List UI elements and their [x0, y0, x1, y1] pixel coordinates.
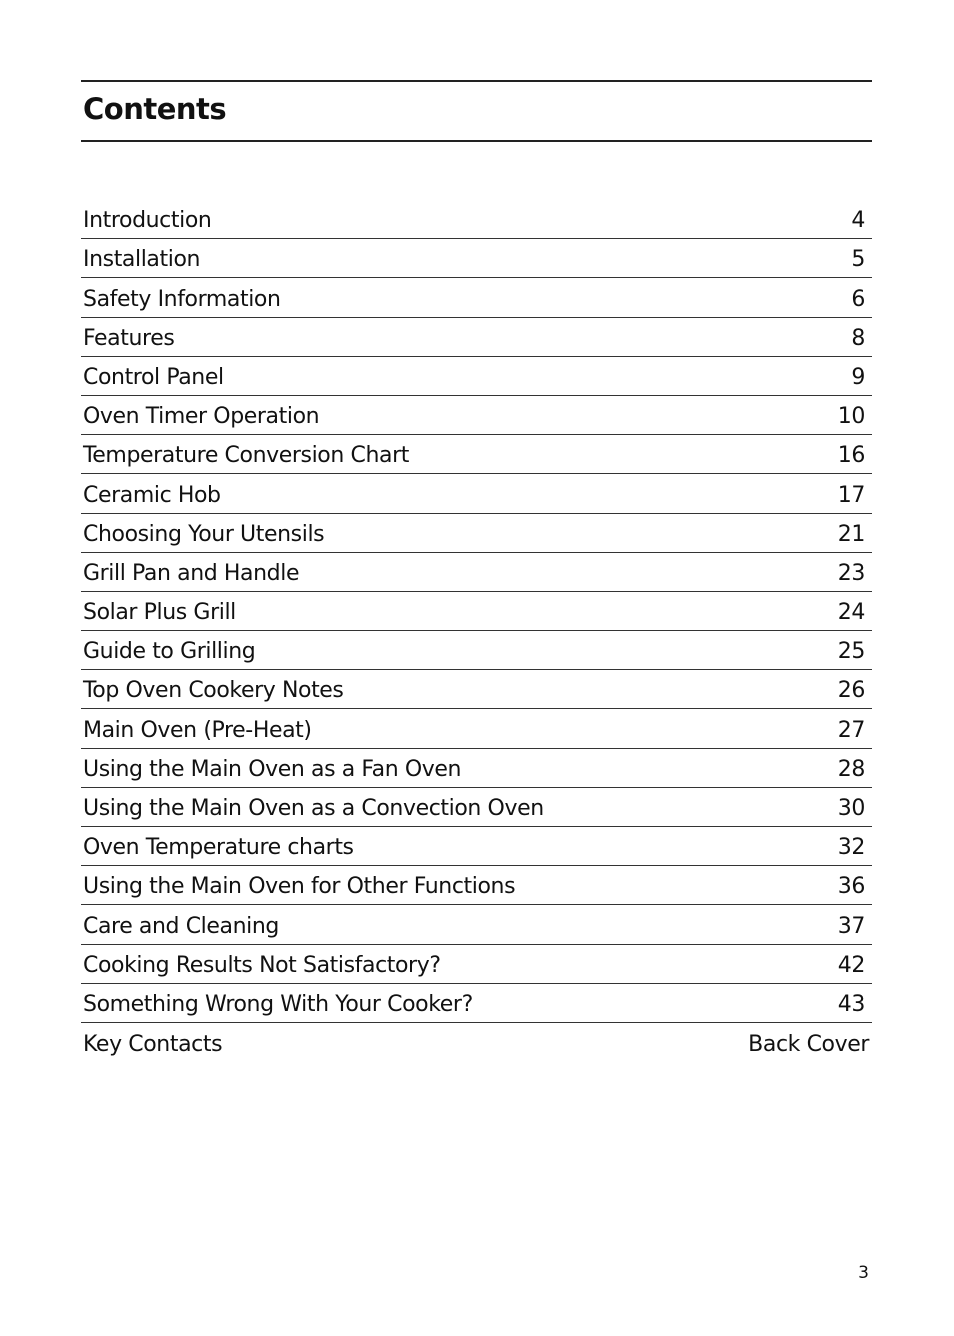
toc-entry-page: Back Cover — [748, 1032, 869, 1058]
table-of-contents — [81, 200, 872, 1062]
toc-entry-title: Installation — [83, 247, 201, 273]
toc-entry-page: 10 — [837, 404, 865, 430]
toc-entry-title: Using the Main Oven as a Fan Oven — [83, 756, 462, 782]
toc-entry[interactable] — [81, 788, 872, 827]
toc-entry-page: 26 — [837, 678, 865, 704]
toc-entry-page: 21 — [837, 521, 865, 547]
toc-entry-title: Using the Main Oven for Other Functions — [83, 874, 516, 900]
toc-entry[interactable] — [81, 514, 872, 553]
toc-entry-title: Main Oven (Pre-Heat) — [83, 717, 312, 743]
toc-entry-title: Features — [83, 325, 175, 351]
toc-entry[interactable] — [81, 435, 872, 474]
toc-entry-page: 28 — [837, 756, 865, 782]
toc-entry-title: Solar Plus Grill — [83, 600, 236, 626]
toc-entry-title: Cooking Results Not Satisfactory? — [83, 952, 441, 978]
toc-entry-page: 16 — [837, 443, 865, 469]
toc-entry[interactable] — [81, 866, 872, 905]
toc-entry-title: Key Contacts — [83, 1032, 223, 1058]
toc-entry-title: Care and Cleaning — [83, 913, 279, 939]
toc-entry[interactable] — [81, 553, 872, 592]
toc-entry-title: Oven Timer Operation — [83, 404, 320, 430]
toc-entry-title: Ceramic Hob — [83, 482, 221, 508]
toc-entry[interactable] — [81, 474, 872, 513]
toc-entry-title: Oven Temperature charts — [83, 835, 354, 861]
toc-entry[interactable] — [81, 749, 872, 788]
toc-entry-title: Something Wrong With Your Cooker? — [83, 991, 473, 1017]
toc-entry[interactable] — [81, 318, 872, 357]
toc-entry-page: 36 — [837, 874, 865, 900]
toc-entry[interactable] — [81, 200, 872, 239]
toc-entry-title: Choosing Your Utensils — [83, 521, 325, 547]
toc-entry-page: 5 — [851, 247, 865, 273]
toc-entry-title: Temperature Conversion Chart — [83, 443, 409, 469]
toc-entry-page: 4 — [851, 208, 865, 234]
page-number: 3 — [858, 1263, 869, 1283]
toc-entry-title: Using the Main Oven as a Convection Oven — [83, 796, 544, 821]
toc-entry-title: Safety Information — [83, 286, 281, 312]
toc-entry-page: 6 — [851, 286, 865, 312]
toc-entry-page: 17 — [837, 482, 865, 508]
toc-entry[interactable] — [81, 239, 872, 278]
toc-entry-title: Grill Pan and Handle — [83, 560, 300, 586]
toc-entry[interactable] — [81, 709, 872, 748]
toc-entry[interactable] — [81, 984, 872, 1023]
toc-entry-page: 27 — [837, 717, 865, 743]
toc-entry[interactable] — [81, 592, 872, 631]
toc-entry-title: Control Panel — [83, 364, 224, 390]
toc-entry[interactable] — [81, 396, 872, 435]
contents-header — [81, 80, 872, 142]
toc-entry[interactable] — [81, 670, 872, 709]
toc-entry-page: 8 — [851, 325, 865, 351]
toc-entry-page: 43 — [837, 991, 865, 1017]
toc-entry-page: 32 — [837, 835, 865, 861]
toc-entry[interactable] — [81, 945, 872, 984]
toc-entry[interactable] — [81, 278, 872, 317]
toc-entry[interactable] — [81, 905, 872, 944]
toc-entry[interactable] — [81, 827, 872, 866]
toc-entry[interactable] — [81, 1023, 872, 1062]
toc-entry-page: 30 — [837, 796, 865, 821]
toc-entry-title: Guide to Grilling — [83, 639, 256, 665]
toc-entry-page: 24 — [837, 600, 865, 626]
toc-entry[interactable] — [81, 631, 872, 670]
toc-entry-page: 42 — [837, 952, 865, 978]
toc-entry-title: Introduction — [83, 208, 212, 234]
toc-entry-page: 23 — [837, 560, 865, 586]
toc-entry-page: 9 — [851, 364, 865, 390]
toc-entry-page: 25 — [837, 639, 865, 665]
toc-entry[interactable] — [81, 357, 872, 396]
toc-entry-page: 37 — [837, 913, 865, 939]
page-title: Contents — [83, 92, 227, 126]
toc-entry-title: Top Oven Cookery Notes — [83, 678, 344, 704]
